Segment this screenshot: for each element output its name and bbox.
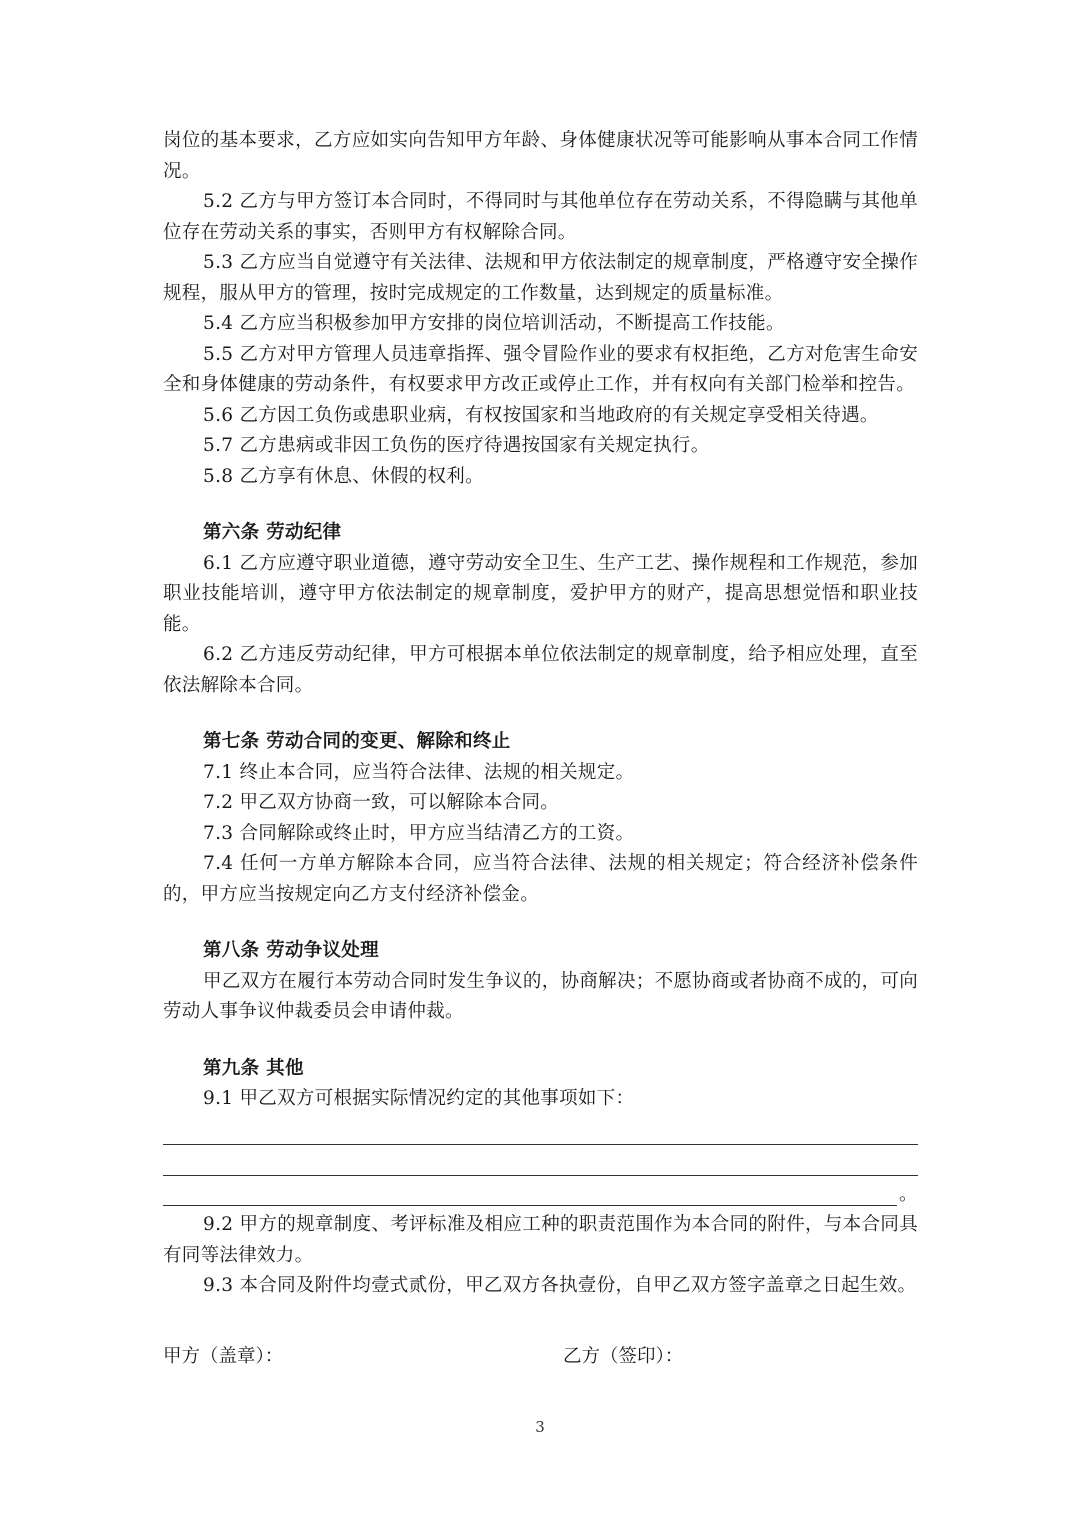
fill-in-line-last[interactable] bbox=[163, 1176, 918, 1207]
article-8-heading: 第八条 劳动争议处理 bbox=[203, 940, 379, 961]
clause-5-6: 5.6 乙方因工负伤或患职业病，有权按国家和当地政府的有关规定享受相关待遇。 bbox=[203, 404, 879, 426]
fill-in-period: 。 bbox=[899, 1184, 918, 1205]
article-9-heading: 第九条 其他 bbox=[203, 1057, 304, 1079]
party-a-signature: 甲方（盖章）： bbox=[163, 1345, 284, 1367]
signature-row bbox=[163, 1342, 918, 1368]
clause-7-4: 7.4 任何一方单方解除本合同，应当符合法律、法规的相关规定；符合经济补偿条件的，甲方应当按规定向乙方支付经济补偿金。 bbox=[163, 853, 918, 905]
page-number: 3 bbox=[535, 1418, 545, 1436]
clause-7-3: 7.3 合同解除或终止时，甲方应当结清乙方的工资。 bbox=[203, 822, 635, 844]
clause-5-3: 5.3 乙方应当自觉遵守有关法律、法规和甲方依法制定的规章制度，严格遵守安全操作规程，服从甲方的管理，按时完成规定的工作数量，达到规定的质量标准。 bbox=[163, 252, 918, 304]
clause-5-7: 5.7 乙方患病或非因工负伤的医疗待遇按国家有关规定执行。 bbox=[203, 435, 710, 456]
clause-6-2: 6.2 乙方违反劳动纪律，甲方可根据本单位依法制定的规章制度，给予相应处理，直至依法解除本合同。 bbox=[163, 644, 918, 696]
clause-5-2: 5.2 乙方与甲方签订本合同时，不得同时与其他单位存在劳动关系，不得隐瞒与其他单位存在劳动关系的事实，否则甲方有权解除合同。 bbox=[163, 191, 918, 243]
clause-8-text: 甲乙双方在履行本劳动合同时发生争议的，协商解决；不愿协商或者协商不成的，可向劳动人事争议仲裁委员会申请仲裁。 bbox=[163, 970, 918, 1022]
fill-in-underline[interactable] bbox=[163, 1183, 897, 1206]
paragraph-continuation: 岗位的基本要求，乙方应如实向告知甲方年龄、身体健康状况等可能影响从事本合同工作情况。 bbox=[163, 130, 918, 182]
clause-9-3: 9.3 本合同及附件均壹式贰份，甲乙双方各执壹份，自甲乙双方签字盖章之日起生效。 bbox=[203, 1275, 917, 1296]
clause-7-1: 7.1 终止本合同，应当符合法律、法规的相关规定。 bbox=[203, 761, 635, 783]
fill-in-line[interactable] bbox=[163, 1145, 918, 1176]
contract-body bbox=[163, 126, 918, 1368]
clause-5-4: 5.4 乙方应当积极参加甲方安排的岗位培训活动，不断提高工作技能。 bbox=[203, 313, 785, 334]
clause-5-5: 5.5 乙方对甲方管理人员违章指挥、强令冒险作业的要求有权拒绝，乙方对危害生命安全和身体健康的劳动条件，有权要求甲方改正或停止工作，并有权向有关部门检举和控告。 bbox=[163, 343, 918, 395]
party-b-signature: 乙方（签印）： bbox=[563, 1345, 684, 1367]
fill-in-line[interactable] bbox=[163, 1115, 918, 1146]
clause-5-8: 5.8 乙方享有休息、休假的权利。 bbox=[203, 465, 484, 487]
clause-6-1: 6.1 乙方应遵守职业道德，遵守劳动安全卫生、生产工艺、操作规程和工作规范，参加职业技能培训，遵守甲方依法制定的规章制度，爱护甲方的财产，提高思想觉悟和职业技能。 bbox=[163, 552, 918, 635]
article-6-heading: 第六条 劳动纪律 bbox=[203, 522, 342, 543]
clause-9-1: 9.1 甲乙双方可根据实际情况约定的其他事项如下： bbox=[203, 1088, 635, 1109]
clause-9-2: 9.2 甲方的规章制度、考评标准及相应工种的职责范围作为本合同的附件，与本合同具有同等法律效力。 bbox=[163, 1214, 918, 1266]
clause-7-2: 7.2 甲乙双方协商一致，可以解除本合同。 bbox=[203, 792, 560, 813]
article-7-heading: 第七条 劳动合同的变更、解除和终止 bbox=[203, 731, 511, 752]
